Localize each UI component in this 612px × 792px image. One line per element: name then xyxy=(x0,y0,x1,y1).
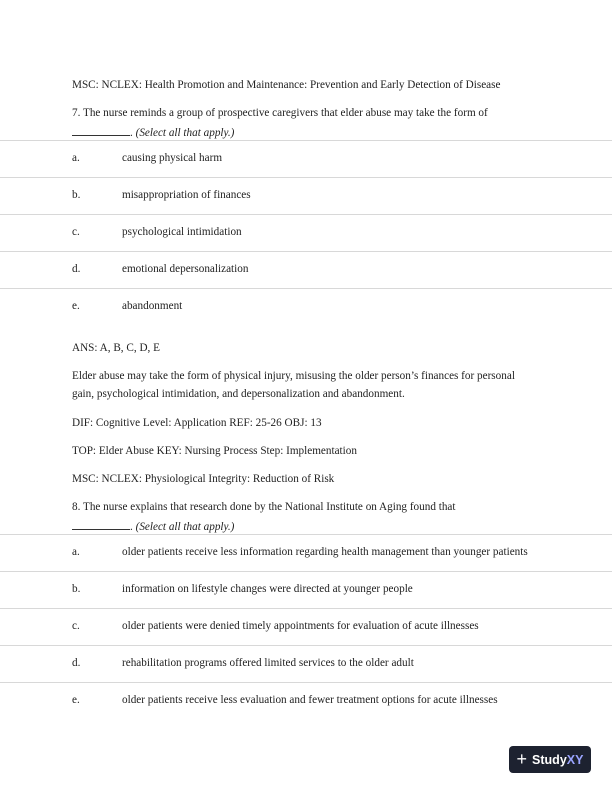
q7-option-c: c. psychological intimidation xyxy=(0,214,612,252)
studyxy-badge[interactable] xyxy=(509,746,591,773)
q8-option-e: e. older patients receive less evaluation and fewer treatment options for acute illnesses xyxy=(0,682,612,720)
q7-option-e: e. abandonment xyxy=(0,288,612,326)
q8-blank-line: . (Select all that apply.) xyxy=(72,519,234,533)
q7-rationale-line-1: Elder abuse may take the form of physical injury, misusing the older person’s finances for personal xyxy=(72,370,515,382)
q8-stem: 8. The nurse explains that research done by the National Institute on Aging found that xyxy=(72,501,456,513)
q7-blank xyxy=(72,125,130,136)
plus-icon: + xyxy=(516,748,528,769)
q7-option-d: d. emotional depersonalization xyxy=(0,251,612,289)
q8-blank xyxy=(72,519,130,530)
q7-option-a: a. causing physical harm xyxy=(0,140,612,178)
q8-hint: (Select all that apply.) xyxy=(135,521,235,533)
q7-msc: MSC: NCLEX: Physiological Integrity: Reduction of Risk xyxy=(72,473,335,485)
q8-option-d: d. rehabilitation programs offered limited services to the older adult xyxy=(0,645,612,683)
q7-dif: DIF: Cognitive Level: Application REF: 25-26 OBJ: 13 xyxy=(72,417,322,429)
q8-option-a: a. older patients receive less information regarding health management than younger patients xyxy=(0,534,612,572)
q8-option-b: b. information on lifestyle changes were directed at younger people xyxy=(0,571,612,609)
brand-name: StudyXY xyxy=(532,752,584,767)
q7-stem: 7. The nurse reminds a group of prospective caregivers that elder abuse may take the form of xyxy=(72,107,488,119)
q7-answer: ANS: A, B, C, D, E xyxy=(72,342,160,354)
q7-option-b: b. misappropriation of finances xyxy=(0,177,612,215)
q7-rationale-line-2: gain, psychological intimidation, and depersonalization and abandonment. xyxy=(72,388,405,400)
q7-blank-line: . (Select all that apply.) xyxy=(72,125,234,139)
msc-line-top: MSC: NCLEX: Health Promotion and Maintenance: Prevention and Early Detection of Disease xyxy=(72,79,501,91)
q7-top: TOP: Elder Abuse KEY: Nursing Process Step: Implementation xyxy=(72,445,357,457)
q8-option-c: c. older patients were denied timely appointments for evaluation of acute illnesses xyxy=(0,608,612,646)
q7-hint: (Select all that apply.) xyxy=(135,127,235,139)
